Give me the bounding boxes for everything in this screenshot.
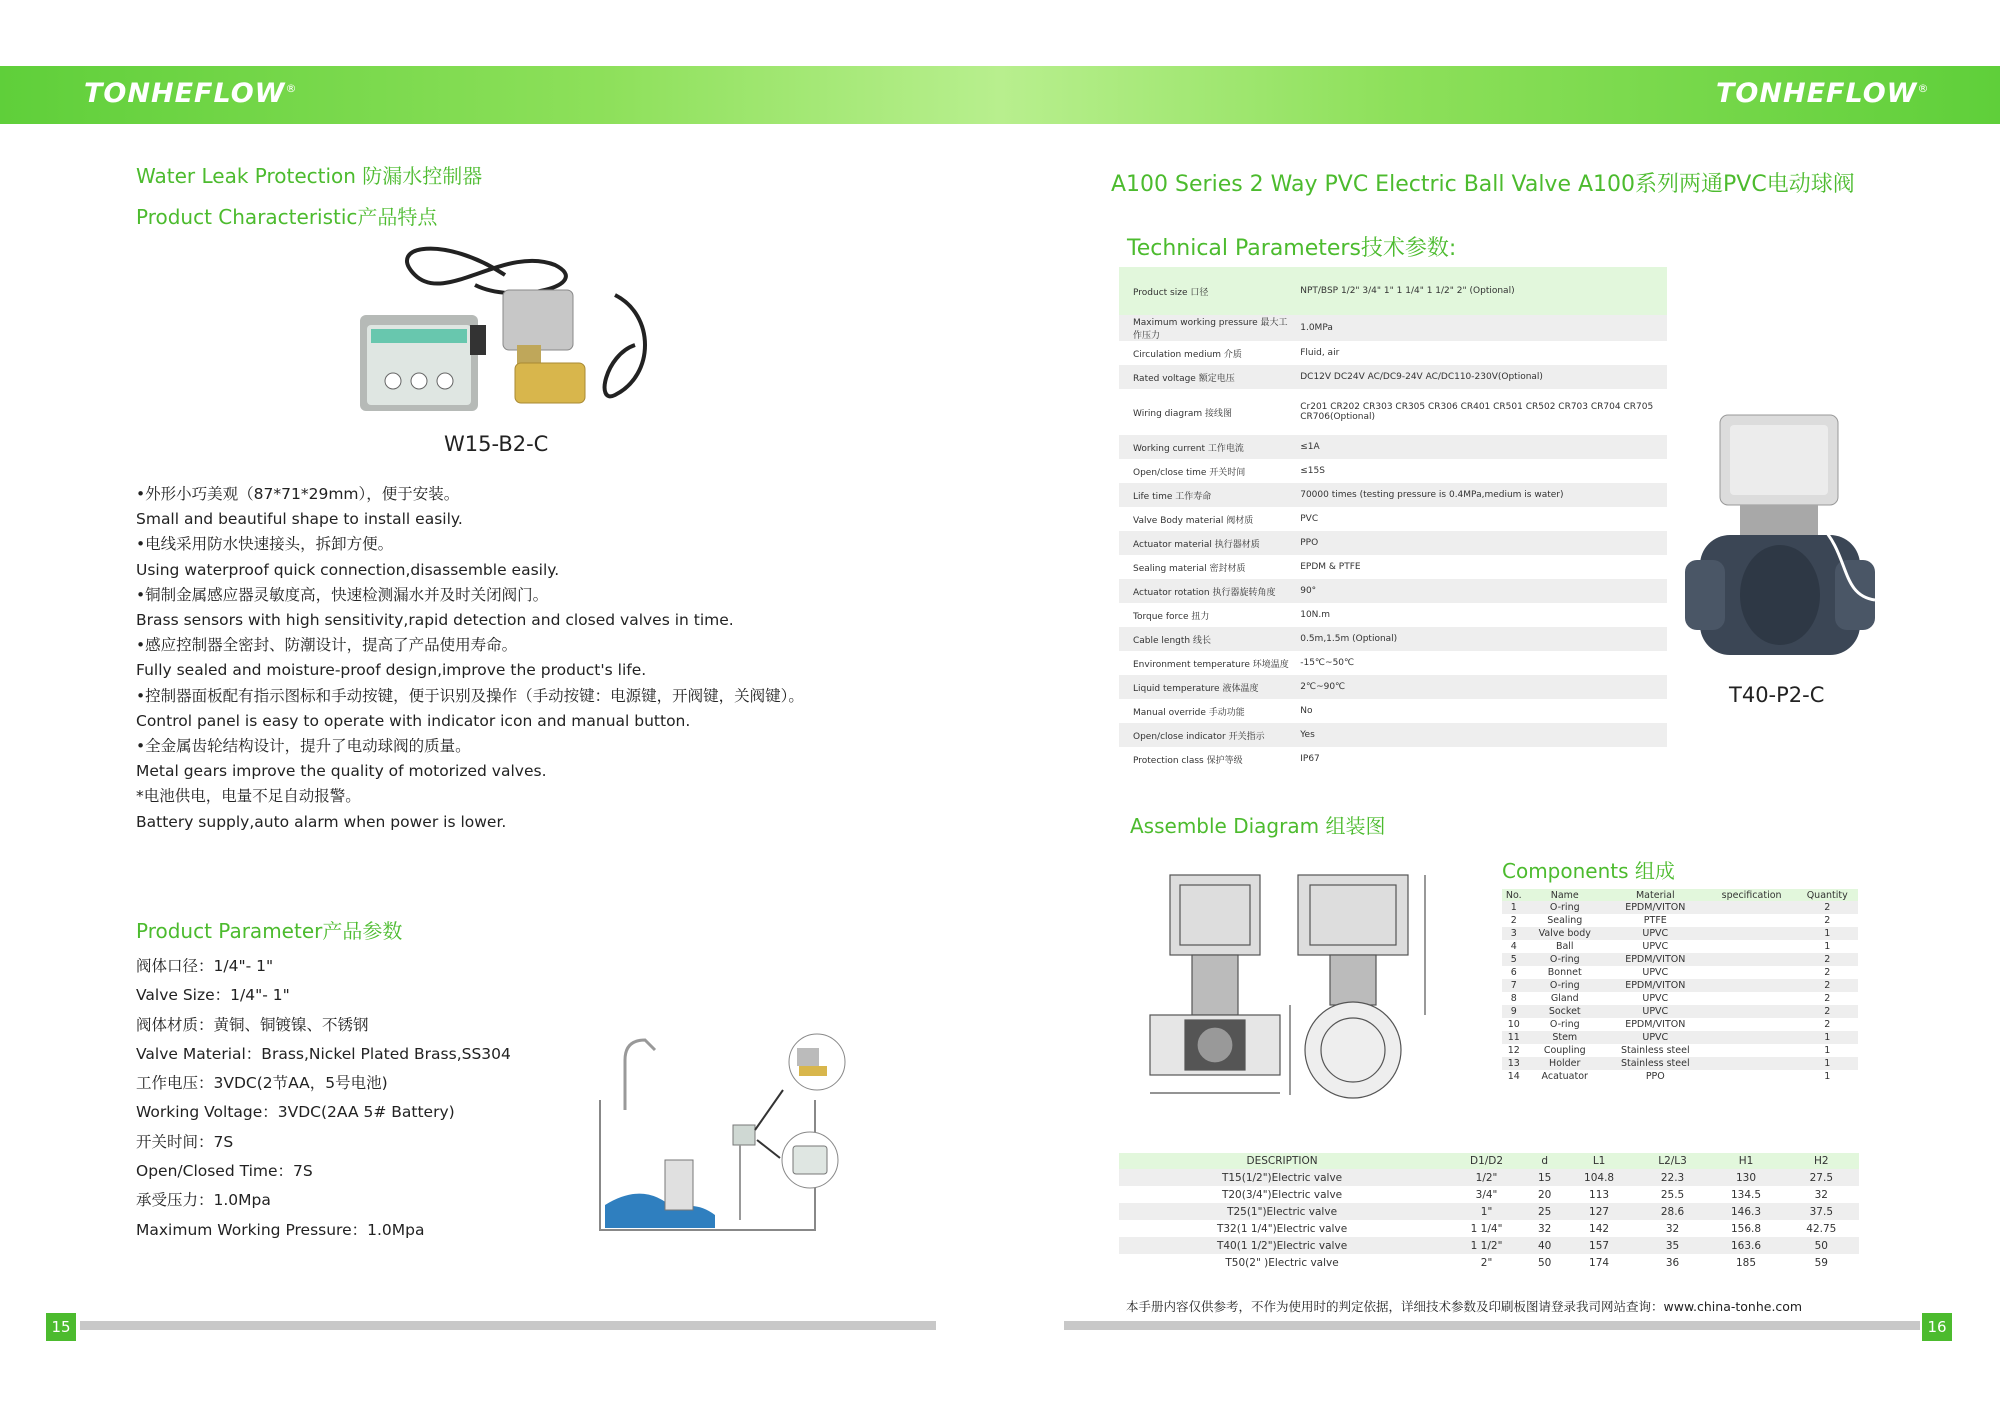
table-cell: 1" [1445,1203,1528,1220]
table-cell: 2 [1796,953,1858,966]
parameter-list [136,954,511,1247]
table-cell: 2 [1824,967,1831,978]
components-table [1502,889,1858,1083]
table-cell: 2 [1824,915,1831,926]
table-cell: 2 [1824,993,1831,1004]
left-model-label: W15-B2-C [444,432,549,456]
table-cell: Valve body [1526,927,1604,940]
table-cell: 15 [1528,1169,1561,1186]
table-cell: Coupling [1543,1045,1586,1056]
table-cell: 35 [1637,1237,1709,1254]
table-row: Manual override 手动功能 No [1133,706,1313,718]
table-cell: 1 1/4" [1470,1222,1503,1235]
table-cell: 28.6 [1637,1203,1709,1220]
table-cell [1707,1044,1797,1057]
table-row: Product size 口径 NPT/BSP 1/2" 3/4" 1" 1 1/4" 1 1/2" 2" (Optional) [1119,267,1667,315]
param-line: 阀体口径：1/4"- 1" [136,957,274,975]
table-row [1502,966,1858,979]
table-cell [1707,1057,1797,1070]
bullet-line: Fully sealed and moisture-proof design,improve the product's life. [136,661,647,680]
brand-logo-right: TONHEFLOW® [1716,78,1930,109]
table-cell: 113 [1589,1188,1610,1201]
table-row: Open/close time 开关时间 ≤15S [1133,466,1325,478]
components-title: Components 组成 [1502,859,1675,883]
table-row: Liquid temperature 液体温度 2℃~90℃ [1119,675,1667,699]
page-number-right: 16 [1922,1313,1952,1341]
table-cell: 20 [1538,1188,1552,1201]
right-model-label: T40-P2-C [1729,683,1825,707]
table-row [1502,940,1858,953]
table-cell: 142 [1589,1222,1610,1235]
param-line: 开关时间：7S [136,1132,234,1151]
assemble-title: Assemble Diagram 组装图 [1130,814,1386,838]
table-cell: 157 [1561,1237,1636,1254]
table-cell: 12 [1507,1045,1520,1056]
table-cell: Stainless steel [1620,1045,1690,1056]
table-cell: EPDM/VITON [1625,1019,1686,1030]
table-row [1502,914,1858,927]
table-cell: T15(1/2")Electric valve [1119,1169,1445,1186]
table-cell: 130 [1708,1169,1783,1186]
table-cell: 1 [1796,927,1858,940]
table-header: DESCRIPTION D1/D2 d L1 L2/L3 H1 H2 [1119,1153,1859,1169]
page-number-left: 15 [46,1313,76,1341]
bullet-line: Using waterproof quick connection,disassemble easily. [136,560,560,579]
table-cell [1707,1018,1797,1031]
table-cell [1707,1070,1797,1083]
bullet-line: Small and beautiful shape to install easily. [136,510,463,529]
table-cell: 14 [1507,1071,1520,1082]
table-cell [1707,901,1797,914]
table-cell: 37.5 [1784,1203,1859,1220]
tech-params-table [1119,267,1667,771]
table-cell: EPDM/VITON [1604,953,1707,966]
table-row: Torque force 扭力 10N.m [1133,610,1331,622]
table-cell: 32 [1538,1222,1552,1235]
table-cell: 185 [1735,1256,1757,1269]
table-cell: 13 [1502,1057,1526,1070]
table-cell: 2 [1824,1019,1831,1030]
table-cell: 8 [1510,993,1517,1004]
characteristic-title: Product Characteristic产品特点 [136,205,438,229]
table-cell: Gland [1550,993,1579,1004]
table-cell: 3 [1502,927,1526,940]
table-cell: 104.8 [1561,1169,1636,1186]
table-row [1502,1018,1858,1031]
left-title: Water Leak Protection 防漏水控制器 [136,164,483,188]
table-cell: 146.3 [1708,1203,1783,1220]
table-cell: Holder [1526,1057,1604,1070]
table-row: Actuator material 执行器材质 PPO [1119,531,1667,555]
table-row [1119,1237,1859,1254]
dimensions-table [1119,1153,1859,1271]
right-title: A100 Series 2 Way PVC Electric Ball Valve A100系列两通PVC电动球阀 [1111,172,1855,197]
table-cell: 25.5 [1660,1188,1685,1201]
param-line: 阀体材质：黄铜、铜镀镍、不锈钢 [136,1015,369,1034]
table-cell: 1 [1502,901,1526,914]
param-line: Valve Material：Brass,Nickel Plated Brass,SS304 [136,1044,511,1063]
table-cell: 2 [1796,901,1858,914]
param-line: Working Voltage：3VDC(2AA 5# Battery) [136,1103,455,1122]
bullet-line: •控制器面板配有指示图标和手动按键，便于识别及操作（手动按键：电源键，开阀键，关阀键）。 [136,686,804,705]
table-cell: 9 [1502,1005,1526,1018]
page-bar-left [80,1321,936,1330]
table-row [1119,1220,1859,1237]
table-cell: 11 [1502,1031,1526,1044]
table-cell: UPVC [1604,1005,1707,1018]
table-row: Rated voltage 额定电压 DC12V DC24V AC/DC9-24V AC/DC110-230V(Optional) [1119,365,1667,389]
footnote: 本手册内容仅供参考，不作为使用时的判定依据，详细技术参数及印刷板图请登录我司网站查询：www.china-tonhe.com [1126,1299,1803,1314]
param-line: 承受压力：1.0Mpa [136,1191,271,1210]
table-cell: 1 [1796,1057,1858,1070]
table-cell: 2" [1480,1256,1493,1269]
table-cell: 2 [1796,1005,1858,1018]
table-cell: 2 [1796,979,1858,992]
table-cell: UPVC [1604,927,1707,940]
table-cell: 50 [1784,1237,1859,1254]
table-row [1502,979,1858,992]
leak-controller-product-image [355,235,675,425]
table-cell: 5 [1502,953,1526,966]
table-cell: T32(1 1/4")Electric valve [1216,1222,1348,1235]
table-row: Working current 工作电流 ≤1A [1119,435,1667,459]
table-cell: T40(1 1/2")Electric valve [1119,1237,1445,1254]
bullet-line: •全金属齿轮结构设计，提升了电动球阀的质量。 [136,737,471,756]
table-cell: Bonnet [1547,967,1582,978]
table-row [1502,1057,1858,1070]
bullet-line: *电池供电，电量不足自动报警。 [136,787,361,806]
param-line: 工作电压：3VDC(2节AA，5号电池) [136,1074,388,1093]
table-row: Environment temperature 环境温度 -15℃~50℃ [1133,658,1355,670]
page-bar-right [1064,1321,1920,1330]
table-row [1502,1044,1858,1057]
bullet-line: •感应控制器全密封、防潮设计，提高了产品使用寿命。 [136,636,518,655]
table-cell: T20(3/4")Electric valve [1221,1188,1343,1201]
bullet-line: •铜制金属感应器灵敏度高，快速检测漏水并及时关闭阀门。 [136,585,549,604]
bullet-line: Brass sensors with high sensitivity,rapid detection and closed valves in time. [136,611,734,630]
table-cell: UPVC [1642,967,1669,978]
table-header: No. Name Material specification Quantity [1502,889,1858,901]
table-cell: UPVC [1642,941,1669,952]
table-cell: O-ring [1526,979,1604,992]
table-cell: Ball [1555,941,1574,952]
param-line: Open/Closed Time：7S [136,1162,313,1181]
table-cell: O-ring [1526,901,1604,914]
table-cell: 174 [1589,1256,1610,1269]
table-cell: EPDM/VITON [1604,901,1707,914]
table-cell: 1 [1824,941,1831,952]
tech-params-title: Technical Parameters技术参数: [1127,236,1457,261]
table-cell: 27.5 [1784,1169,1859,1186]
table-row [1502,1031,1858,1044]
table-cell [1707,953,1797,966]
table-cell [1707,914,1797,927]
bullet-line: Metal gears improve the quality of motorized valves. [136,762,547,781]
table-cell: PTFE [1643,915,1667,926]
table-row: Life time 工作寿命 70000 times (testing pressure is 0.4MPa,medium is water) [1119,483,1667,507]
param-line: Maximum Working Pressure：1.0Mpa [136,1220,425,1239]
table-row: Open/close indicator 开关指示 Yes [1119,723,1667,747]
table-cell: 7 [1502,979,1526,992]
table-row [1502,992,1858,1005]
characteristics-list [136,482,896,835]
table-cell: 40 [1528,1237,1561,1254]
table-cell: T25(1")Electric valve [1119,1203,1445,1220]
bullet-line: Battery supply,auto alarm when power is lower. [136,812,507,831]
table-cell [1707,966,1797,979]
bullet-line: •电线采用防水快速接头，拆卸方便。 [136,535,394,554]
table-row: Protection class 保护等级 IP67 [1133,754,1320,766]
table-cell: 163.6 [1708,1237,1783,1254]
table-cell: 32 [1665,1222,1680,1235]
table-row [1502,1070,1858,1083]
table-cell: 3/4" [1475,1188,1498,1201]
table-cell: 1/2" [1445,1169,1528,1186]
table-cell: EPDM/VITON [1604,979,1707,992]
table-row [1502,1005,1858,1018]
table-cell: 1 [1824,1071,1831,1082]
table-row: Actuator rotation 执行器旋转角度 90° [1119,579,1667,603]
table-cell: Acatuator [1541,1071,1588,1082]
table-cell: 50 [1538,1256,1552,1269]
table-row: Cable length 线长 0.5m,1.5m (Optional) [1119,627,1667,651]
table-row: Maximum working pressure 最大工作压力 1.0MPa [1119,315,1667,341]
table-cell [1707,992,1797,1005]
table-cell: 10 [1507,1019,1520,1030]
table-cell: 42.75 [1806,1222,1837,1235]
table-cell: 1 1/2" [1445,1237,1528,1254]
table-cell: 127 [1561,1203,1636,1220]
table-row: Valve Body material 阀材质 PVC [1133,514,1319,526]
table-cell [1707,979,1797,992]
bullet-line: Control panel is easy to operate with indicator icon and manual button. [136,711,691,730]
table-cell: 2 [1510,915,1517,926]
parameter-title: Product Parameter产品参数 [136,919,403,943]
table-cell: 59 [1814,1256,1828,1269]
table-cell [1707,1005,1797,1018]
table-cell: 134.5 [1730,1188,1762,1201]
table-row [1119,1203,1859,1220]
table-row [1502,953,1858,966]
table-cell: Stem [1526,1031,1604,1044]
table-cell [1707,1031,1797,1044]
param-line: Valve Size：1/4"- 1" [136,986,290,1005]
table-cell: Sealing [1547,915,1583,926]
sink-installation-diagram [585,1030,855,1240]
table-cell: 36 [1665,1256,1680,1269]
pvc-ball-valve-product-image [1680,405,1880,685]
table-cell: 156.8 [1730,1222,1762,1235]
table-cell: 1 [1824,1045,1831,1056]
table-cell: 6 [1510,967,1517,978]
table-row: Circulation medium 介质 Fluid, air [1133,348,1340,360]
table-cell [1707,940,1797,953]
table-cell: 32 [1814,1188,1828,1201]
table-cell: 1 [1796,1031,1858,1044]
table-row [1119,1186,1859,1203]
table-cell [1707,927,1797,940]
table-cell: 25 [1528,1203,1561,1220]
table-cell: Socket [1526,1005,1604,1018]
table-row: Wiring diagram 接线图 Cr201 CR202 CR303 CR305 CR306 CR401 CR501 CR502 CR703 CR704 CR705 CR706(Optional) [1133,402,1654,422]
table-row [1119,1254,1859,1271]
assembly-drawing [1130,855,1470,1115]
table-cell: PPO [1645,1071,1665,1082]
table-cell: UPVC [1642,993,1669,1004]
table-cell: UPVC [1604,1031,1707,1044]
table-cell: O-ring [1526,953,1604,966]
table-cell: 22.3 [1637,1169,1709,1186]
table-row: Sealing material 密封材质 EPDM & PTFE [1133,562,1361,574]
table-cell: 4 [1510,941,1517,952]
table-row [1119,1169,1859,1186]
brand-logo-left: TONHEFLOW® [84,78,298,109]
table-row [1502,901,1858,914]
table-cell: O-ring [1549,1019,1580,1030]
table-cell: Stainless steel [1604,1057,1707,1070]
table-row [1502,927,1858,940]
bullet-line: •外形小巧美观（87*71*29mm），便于安装。 [136,485,460,503]
table-cell: T50(2" )Electric valve [1225,1256,1339,1269]
